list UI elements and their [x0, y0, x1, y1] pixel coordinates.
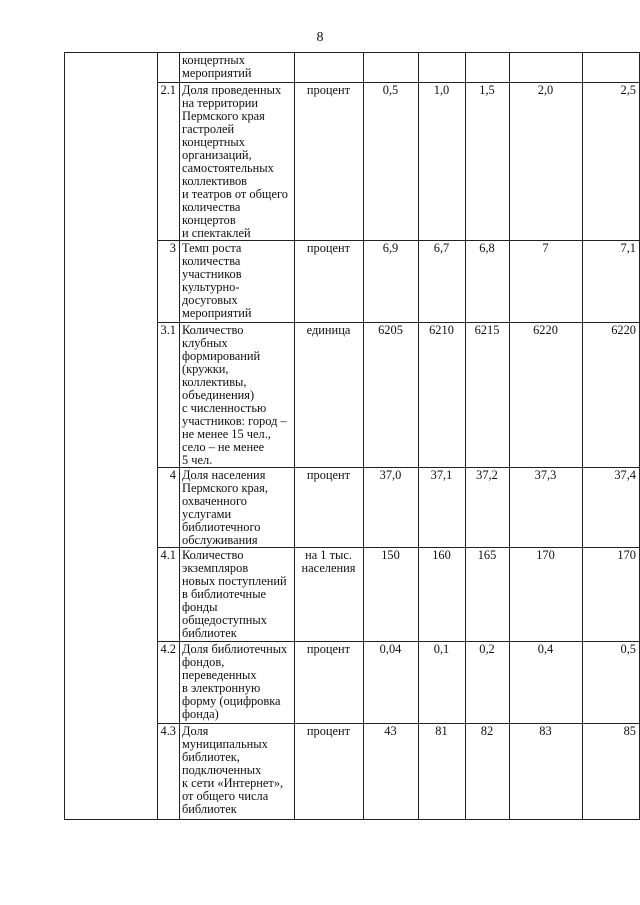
value-cell: 0,1 — [419, 642, 466, 724]
value-cell: 160 — [419, 548, 466, 642]
value-cell: 6215 — [466, 323, 510, 468]
value-cell: 37,0 — [364, 468, 419, 548]
value-cell: 0,5 — [583, 642, 640, 724]
value-cell: 6220 — [583, 323, 640, 468]
value-cell: 6,9 — [364, 241, 419, 323]
value-cell: 43 — [364, 724, 419, 820]
unit-cell: процент — [295, 642, 364, 724]
indicator-description: Количество экземпляров новых поступлений в библиотечные фонды общедоступных библиотек — [180, 548, 295, 642]
value-cell: 37,2 — [466, 468, 510, 548]
unit-cell: процент — [295, 724, 364, 820]
indicator-description: Количество клубных формирований (кружки, коллективы, объединения) с численностью участников: город – не менее 15 чел., село – не менее 5 чел. — [180, 323, 295, 468]
indicator-description: Доля населения Пермского края, охваченного услугами библиотечного обслуживания — [180, 468, 295, 548]
value-cell: 83 — [510, 724, 583, 820]
value-cell: 82 — [466, 724, 510, 820]
value-cell: 6210 — [419, 323, 466, 468]
indicators-table — [64, 52, 640, 820]
unit-cell: единица — [295, 323, 364, 468]
value-cell: 150 — [364, 548, 419, 642]
row-number — [158, 53, 180, 83]
value-cell: 6,7 — [419, 241, 466, 323]
value-cell: 2,0 — [510, 83, 583, 241]
row-number: 4 — [158, 468, 180, 548]
value-cell: 37,1 — [419, 468, 466, 548]
value-cell: 85 — [583, 724, 640, 820]
row-number: 3.1 — [158, 323, 180, 468]
value-cell: 7,1 — [583, 241, 640, 323]
value-cell: 6205 — [364, 323, 419, 468]
value-cell: 0,4 — [510, 642, 583, 724]
value-cell: 37,3 — [510, 468, 583, 548]
indicator-description: Доля муниципальных библиотек, подключенных к сети «Интернет», от общего числа библиотек — [180, 724, 295, 820]
unit-cell: процент — [295, 468, 364, 548]
value-cell: 6220 — [510, 323, 583, 468]
value-cell: 170 — [583, 548, 640, 642]
indicator-description: Темп роста количества участников культурно- досуговых мероприятий — [180, 241, 295, 323]
value-cell — [466, 53, 510, 83]
unit-cell: процент — [295, 83, 364, 241]
value-cell — [510, 53, 583, 83]
value-cell: 170 — [510, 548, 583, 642]
value-cell: 81 — [419, 724, 466, 820]
table-row — [65, 53, 640, 83]
indicator-description: Доля проведенных на территории Пермского края гастролей концертных организаций, самостоятельных коллективов и театров от общего количества концертов и спектаклей — [180, 83, 295, 241]
value-cell: 165 — [466, 548, 510, 642]
unit-cell: на 1 тыс. населения — [295, 548, 364, 642]
unit-cell: процент — [295, 241, 364, 323]
row-number: 4.3 — [158, 724, 180, 820]
value-cell: 2,5 — [583, 83, 640, 241]
value-cell: 37,4 — [583, 468, 640, 548]
blank-cell — [65, 53, 158, 820]
row-number: 3 — [158, 241, 180, 323]
row-number: 4.2 — [158, 642, 180, 724]
value-cell: 1,0 — [419, 83, 466, 241]
value-cell: 7 — [510, 241, 583, 323]
value-cell: 0,5 — [364, 83, 419, 241]
value-cell — [364, 53, 419, 83]
row-number: 2.1 — [158, 83, 180, 241]
page-number: 8 — [316, 30, 324, 45]
value-cell: 0,2 — [466, 642, 510, 724]
value-cell: 6,8 — [466, 241, 510, 323]
indicator-description: Доля библиотечных фондов, переведенных в электронную форму (оцифровка фонда) — [180, 642, 295, 724]
value-cell — [583, 53, 640, 83]
row-number: 4.1 — [158, 548, 180, 642]
value-cell — [419, 53, 466, 83]
indicator-description: концертных мероприятий — [180, 53, 295, 83]
unit-cell — [295, 53, 364, 83]
value-cell: 1,5 — [466, 83, 510, 241]
value-cell: 0,04 — [364, 642, 419, 724]
